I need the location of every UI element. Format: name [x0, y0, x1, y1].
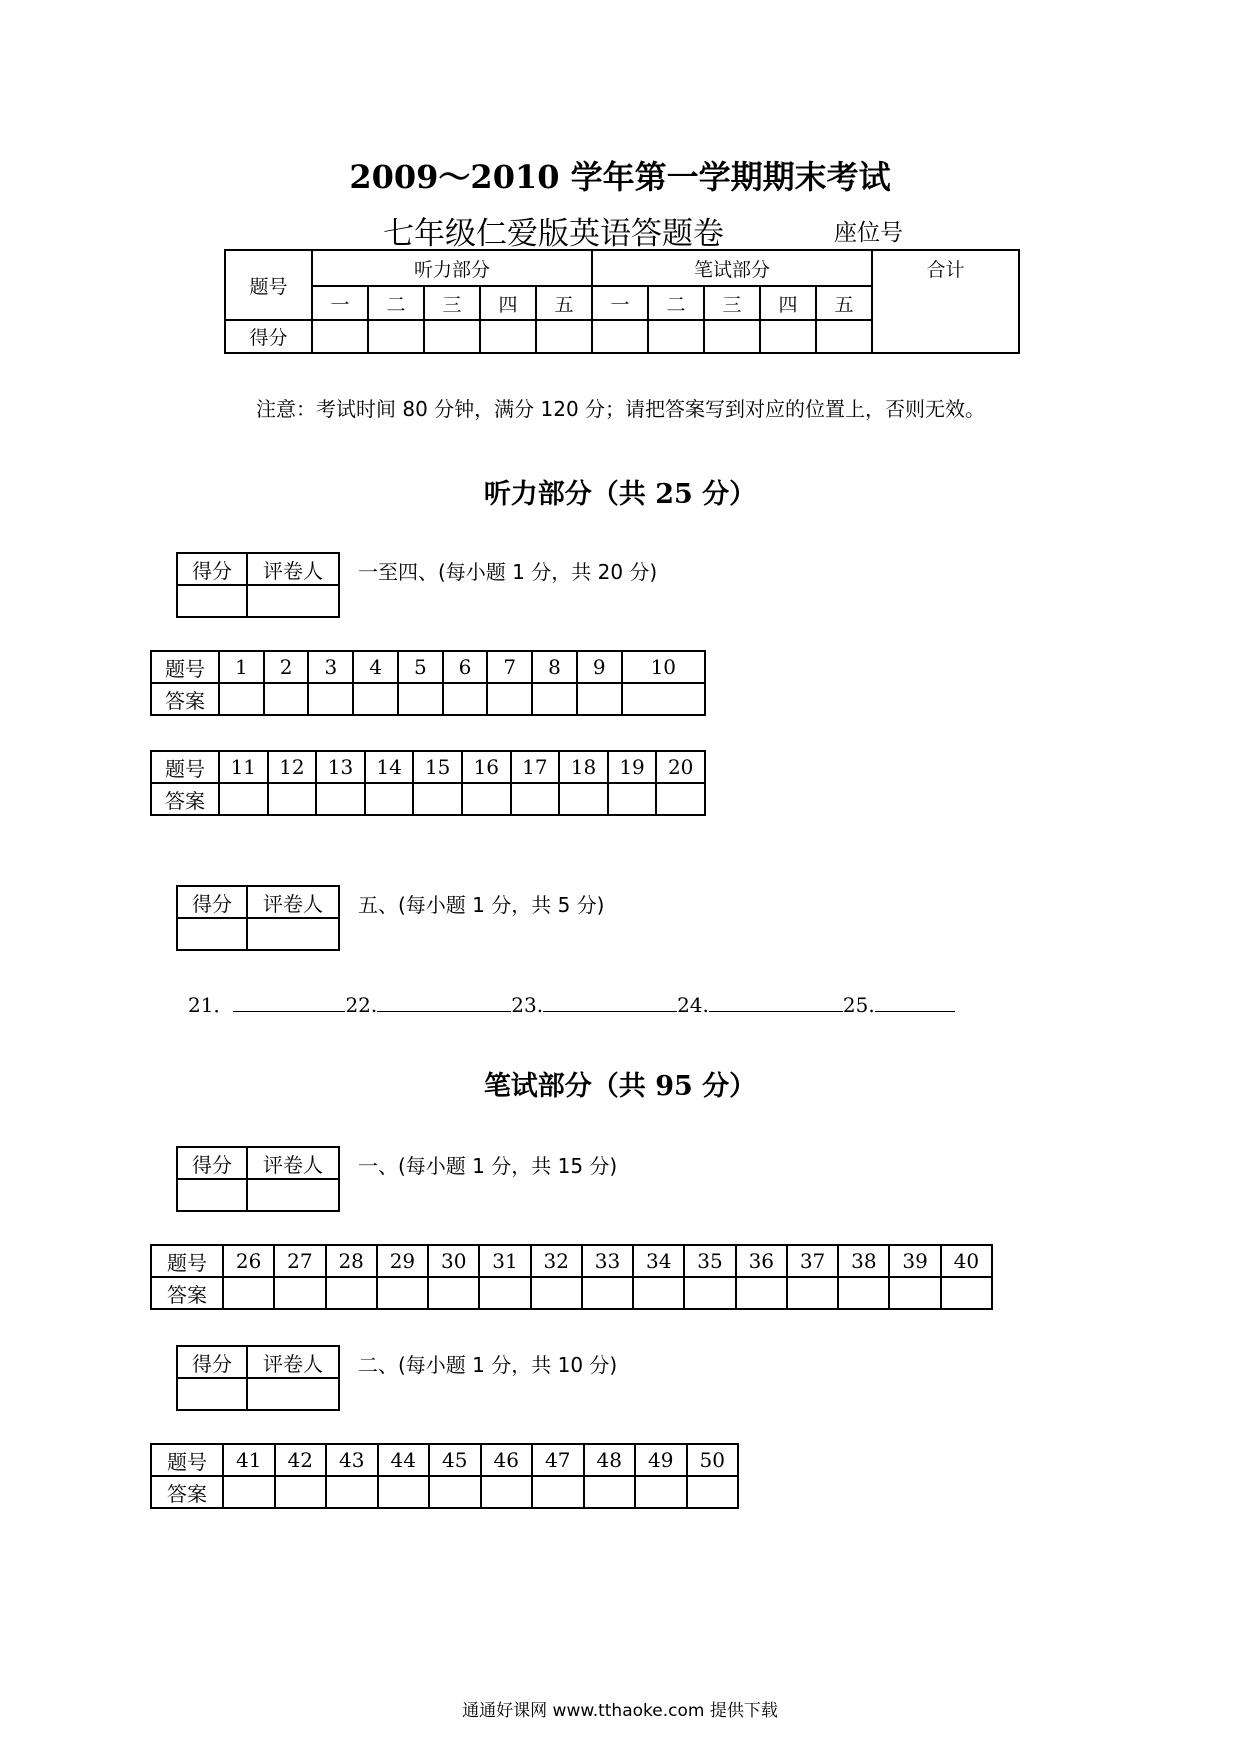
writing-heading: 笔试部分（共 95 分） — [483, 1071, 757, 1102]
score-cell[interactable] — [536, 320, 592, 353]
answer-cell[interactable] — [511, 783, 560, 815]
score-box-grader-cell[interactable] — [247, 585, 339, 617]
answer-cell[interactable] — [274, 1277, 325, 1309]
question-number: 43 — [326, 1444, 378, 1476]
question-number: 38 — [838, 1245, 889, 1277]
question-number: 8 — [532, 651, 577, 683]
row-label-answer: 答案 — [151, 1476, 223, 1508]
question-number: 44 — [378, 1444, 430, 1476]
question-number: 32 — [531, 1245, 582, 1277]
score-cell[interactable] — [480, 320, 536, 353]
question-number: 40 — [941, 1245, 992, 1277]
row-label-question-no: 题号 — [151, 1444, 223, 1476]
question-number: 34 — [633, 1245, 684, 1277]
writing-col-5: 五 — [816, 286, 872, 320]
answer-cell[interactable] — [941, 1277, 992, 1309]
answer-cell[interactable] — [838, 1277, 889, 1309]
answer-table-1-10 — [150, 650, 706, 716]
answer-cell[interactable] — [736, 1277, 787, 1309]
row-label-question-no: 题号 — [151, 1245, 223, 1277]
question-number: 18 — [559, 751, 608, 783]
score-box-writing-1 — [176, 1146, 340, 1212]
summary-score-label: 得分 — [225, 320, 312, 353]
blank-number: 23. — [511, 993, 544, 1017]
score-box-grader-cell[interactable] — [247, 1179, 339, 1211]
question-number: 42 — [275, 1444, 327, 1476]
question-number: 2 — [264, 651, 309, 683]
writing-col-2: 二 — [648, 286, 704, 320]
row-label-answer: 答案 — [151, 1277, 223, 1309]
score-box-grader-label: 评卷人 — [247, 1346, 339, 1378]
answer-cell[interactable] — [326, 1277, 377, 1309]
answer-cell[interactable] — [462, 783, 511, 815]
question-number: 41 — [223, 1444, 275, 1476]
answer-cell[interactable] — [608, 783, 657, 815]
answer-cell[interactable] — [531, 1277, 582, 1309]
answer-cell[interactable] — [377, 1277, 428, 1309]
blank-number: 24. — [677, 993, 709, 1017]
page-footer: 通通好课网 www.tthaoke.com 提供下载 — [462, 1701, 778, 1721]
blank-number: 25. — [842, 993, 875, 1017]
answer-cell[interactable] — [479, 1277, 530, 1309]
answer-cell[interactable] — [487, 683, 532, 715]
answer-blank[interactable] — [709, 991, 843, 1012]
sheet-subtitle: 七年级仁爱版英语答题卷 — [383, 216, 724, 252]
row-label-answer: 答案 — [151, 783, 219, 815]
question-number: 13 — [316, 751, 365, 783]
answer-cell[interactable] — [584, 1476, 636, 1508]
question-number: 14 — [365, 751, 414, 783]
question-number: 15 — [413, 751, 462, 783]
writing-col-1: 一 — [592, 286, 648, 320]
question-number: 26 — [223, 1245, 274, 1277]
question-number: 37 — [787, 1245, 838, 1277]
answer-blank[interactable] — [377, 991, 511, 1012]
writing-part2-label: 二、(每小题 1 分，共 10 分) — [358, 1353, 618, 1377]
question-number: 9 — [577, 651, 622, 683]
answer-cell[interactable] — [219, 683, 264, 715]
question-number: 45 — [429, 1444, 481, 1476]
score-cell[interactable] — [704, 320, 760, 353]
answer-cell[interactable] — [398, 683, 443, 715]
question-number: 7 — [487, 651, 532, 683]
question-number: 29 — [377, 1245, 428, 1277]
answer-cell[interactable] — [577, 683, 622, 715]
score-cell[interactable] — [816, 320, 872, 353]
score-box-grader-label: 评卷人 — [247, 553, 339, 585]
question-number: 20 — [656, 751, 705, 783]
answer-cell[interactable] — [275, 1476, 327, 1508]
writing-col-3: 三 — [704, 286, 760, 320]
question-number: 1 — [219, 651, 264, 683]
question-number: 16 — [462, 751, 511, 783]
answer-cell[interactable] — [582, 1277, 633, 1309]
answer-cell[interactable] — [219, 783, 268, 815]
score-box-score-cell[interactable] — [177, 585, 247, 617]
answer-cell[interactable] — [532, 1476, 584, 1508]
question-number: 39 — [889, 1245, 940, 1277]
answer-cell[interactable] — [559, 783, 608, 815]
answer-cell[interactable] — [264, 683, 309, 715]
listening-col-4: 四 — [480, 286, 536, 320]
question-number: 49 — [635, 1444, 687, 1476]
question-number: 4 — [353, 651, 398, 683]
answer-cell[interactable] — [268, 783, 317, 815]
score-box-score-label: 得分 — [177, 886, 247, 918]
answer-cell[interactable] — [889, 1277, 940, 1309]
question-number: 27 — [274, 1245, 325, 1277]
question-number: 50 — [687, 1444, 739, 1476]
question-number: 46 — [481, 1444, 533, 1476]
summary-question-no: 题号 — [225, 250, 312, 320]
listening-part5-label: 五、(每小题 1 分，共 5 分) — [358, 893, 605, 917]
score-cell[interactable] — [592, 320, 648, 353]
question-number: 36 — [736, 1245, 787, 1277]
answer-cell[interactable] — [633, 1277, 684, 1309]
answer-cell[interactable] — [353, 683, 398, 715]
question-number: 5 — [398, 651, 443, 683]
score-box-score-label: 得分 — [177, 1346, 247, 1378]
listening-col-2: 二 — [368, 286, 424, 320]
seat-number-label: 座位号 — [834, 220, 903, 246]
summary-writing-header: 笔试部分 — [592, 250, 872, 286]
answer-cell[interactable] — [429, 1476, 481, 1508]
answer-cell[interactable] — [378, 1476, 430, 1508]
listening-part1-label: 一至四、(每小题 1 分，共 20 分) — [358, 560, 658, 584]
exam-notice: 注意：考试时间 80 分钟，满分 120 分；请把答案写到对应的位置上，否则无效。 — [256, 397, 986, 421]
score-box-score-label: 得分 — [177, 1147, 247, 1179]
score-cell[interactable] — [648, 320, 704, 353]
score-box-grader-label: 评卷人 — [247, 886, 339, 918]
score-box-writing-2 — [176, 1345, 340, 1411]
score-box-score-cell[interactable] — [177, 1378, 247, 1410]
answer-cell[interactable] — [656, 783, 705, 815]
question-number: 47 — [532, 1444, 584, 1476]
score-box-listening-5 — [176, 885, 340, 951]
listening-col-3: 三 — [424, 286, 480, 320]
summary-listening-header: 听力部分 — [312, 250, 592, 286]
answer-cell[interactable] — [481, 1476, 533, 1508]
question-number: 17 — [511, 751, 560, 783]
question-number: 48 — [584, 1444, 636, 1476]
question-number: 33 — [582, 1245, 633, 1277]
score-cell[interactable] — [312, 320, 368, 353]
answer-blank[interactable] — [875, 991, 955, 1012]
blank-number: 21． — [188, 993, 234, 1017]
answer-cell[interactable] — [622, 683, 705, 715]
score-cell[interactable] — [368, 320, 424, 353]
question-number: 19 — [608, 751, 657, 783]
answer-cell[interactable] — [684, 1277, 735, 1309]
score-box-score-cell[interactable] — [177, 1179, 247, 1211]
row-label-question-no: 题号 — [151, 651, 219, 683]
answer-cell[interactable] — [687, 1476, 739, 1508]
row-label-question-no: 题号 — [151, 751, 219, 783]
question-number: 28 — [326, 1245, 377, 1277]
listening-heading: 听力部分（共 25 分） — [483, 479, 757, 510]
answer-cell[interactable] — [443, 683, 488, 715]
answer-cell[interactable] — [413, 783, 462, 815]
exam-title: 2009～2010 学年第一学期期末考试 — [349, 158, 891, 196]
answer-blank[interactable] — [543, 991, 677, 1012]
question-number: 6 — [443, 651, 488, 683]
summary-total-header: 合计 — [872, 250, 1019, 353]
score-box-grader-cell[interactable] — [247, 918, 339, 950]
question-number: 35 — [684, 1245, 735, 1277]
answer-cell[interactable] — [635, 1476, 687, 1508]
listening-col-5: 五 — [536, 286, 592, 320]
score-box-grader-label: 评卷人 — [247, 1147, 339, 1179]
writing-part1-label: 一、(每小题 1 分，共 15 分) — [358, 1154, 618, 1178]
score-box-score-cell[interactable] — [177, 918, 247, 950]
question-number: 31 — [479, 1245, 530, 1277]
answer-cell[interactable] — [326, 1476, 378, 1508]
score-box-listening-1 — [176, 552, 340, 618]
summary-score-table — [224, 249, 1020, 354]
listening-col-1: 一 — [312, 286, 368, 320]
score-box-score-label: 得分 — [177, 553, 247, 585]
answer-cell[interactable] — [316, 783, 365, 815]
question-number: 12 — [268, 751, 317, 783]
answer-cell[interactable] — [223, 1277, 274, 1309]
score-box-grader-cell[interactable] — [247, 1378, 339, 1410]
answer-cell[interactable] — [428, 1277, 479, 1309]
answer-cell[interactable] — [532, 683, 577, 715]
answer-cell[interactable] — [223, 1476, 275, 1508]
fill-blank-line — [188, 989, 955, 1018]
question-number: 3 — [308, 651, 353, 683]
answer-cell[interactable] — [365, 783, 414, 815]
question-number: 11 — [219, 751, 268, 783]
blank-number: 22. — [345, 993, 378, 1017]
question-number: 30 — [428, 1245, 479, 1277]
answer-table-41-50 — [150, 1443, 739, 1509]
answer-table-26-40 — [150, 1244, 993, 1310]
answer-blank[interactable] — [233, 991, 345, 1012]
answer-cell[interactable] — [308, 683, 353, 715]
score-cell[interactable] — [760, 320, 816, 353]
row-label-answer: 答案 — [151, 683, 219, 715]
answer-table-11-20 — [150, 750, 706, 816]
writing-col-4: 四 — [760, 286, 816, 320]
score-cell[interactable] — [424, 320, 480, 353]
question-number: 10 — [622, 651, 705, 683]
answer-cell[interactable] — [787, 1277, 838, 1309]
